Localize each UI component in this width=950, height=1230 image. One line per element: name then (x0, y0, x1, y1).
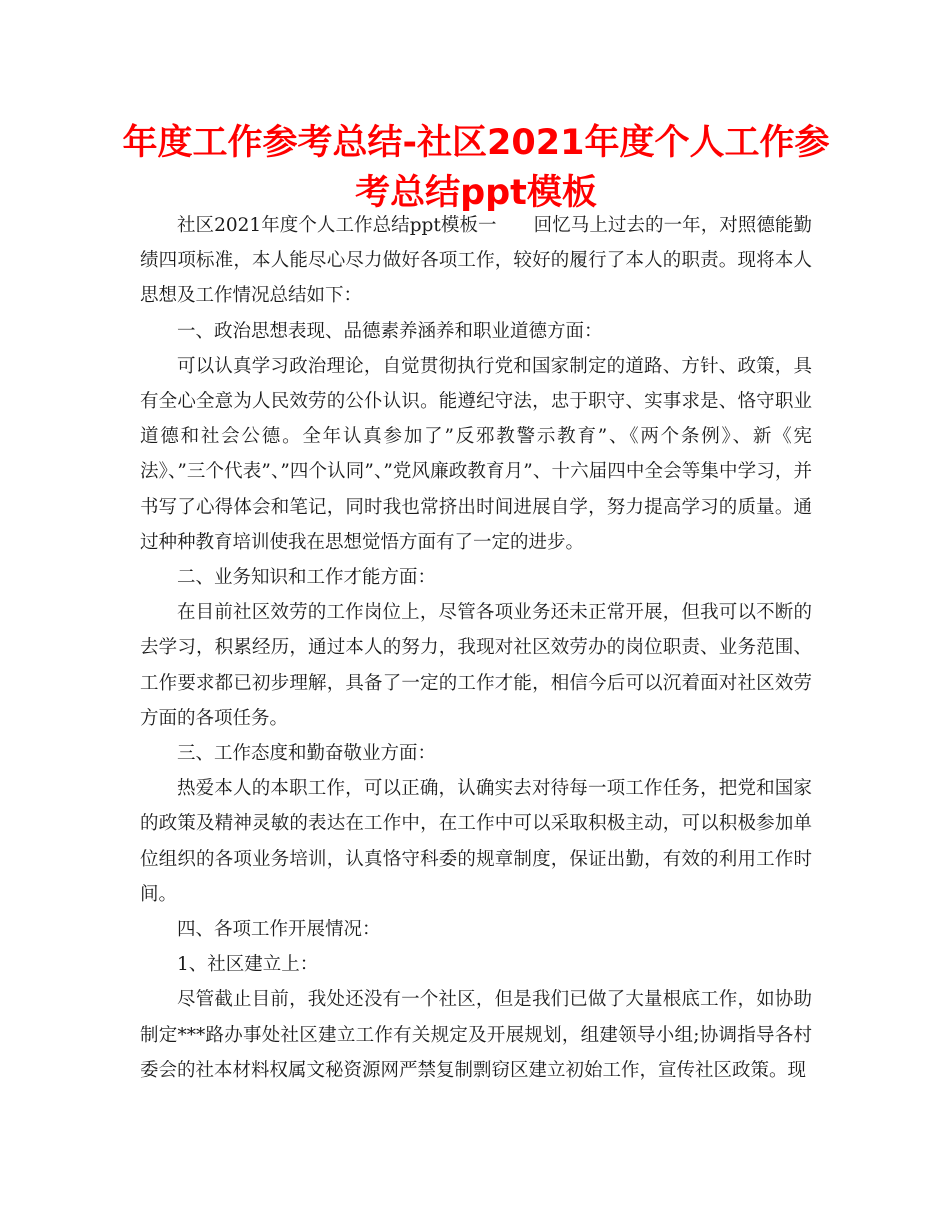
paragraph-intro: 社区2021年度个人工作总结ppt模板一 回忆马上过去的一年，对照德能勤绩四项标准，本人能尽心尽力做好各项工作，较好的履行了本人的职责。现将本人思想及工作情况总结如下： (140, 215, 812, 307)
section-heading-3: 三、工作态度和勤奋敬业方面： (177, 743, 437, 765)
paragraph-community: 尽管截止目前，我处还没有一个社区，但是我们已做了大量根底工作，如协助制定***路办事处社区建立工作有关规定及开展规划，组建领导小组;协调指导各村委会的社本材料权属文秘资源网严禁复制剽窃区建立初始工作，宣传社区政策。现 (140, 989, 812, 1081)
subsection-heading-1: 1、社区建立上： (177, 954, 319, 976)
document-title: 年度工作参考总结-社区2021年度个人工作参考总结ppt模板 (122, 123, 830, 213)
section-heading-4: 四、各项工作开展情况： (177, 919, 381, 941)
section-heading-2: 二、业务知识和工作才能方面： (177, 567, 437, 589)
paragraph-political: 可以认真学习政治理论，自觉贯彻执行党和国家制定的道路、方针、政策，具有全心全意为人民效劳的公仆认识。能遵纪守法，忠于职守、实事求是、恪守职业道德和社会公德。全年认真参加了”反邪教警示教育”、《两个条例》、新《宪法》、”三个代表”、”四个认同”、”党风廉政教育月”、十六届四中全会等集中学习，并书写了心得体会和笔记，同时我也常挤出时间进展自学，努力提高学习的质量。通过种种教育培训使我在思想觉悟方面有了一定的进步。 (140, 355, 812, 553)
paragraph-business: 在目前社区效劳的工作岗位上，尽管各项业务还未正常开展，但我可以不断的去学习，积累经历，通过本人的努力，我现对社区效劳办的岗位职责、业务范围、工作要求都已初步理解，具备了一定的工作才能，相信今后可以沉着面对社区效劳方面的各项任务。 (140, 602, 812, 729)
document-body (140, 208, 812, 1088)
section-heading-1: 一、政治思想表现、品德素养涵养和职业道德方面： (177, 320, 603, 342)
paragraph-attitude: 热爱本人的本职工作，可以正确，认确实去对待每一项工作任务，把党和国家的政策及精神灵敏的表达在工作中，在工作中可以采取积极主动，可以积极参加单位组织的各项业务培训，认真恪守科委的规章制度，保证出勤，有效的利用工作时间。 (140, 778, 812, 905)
